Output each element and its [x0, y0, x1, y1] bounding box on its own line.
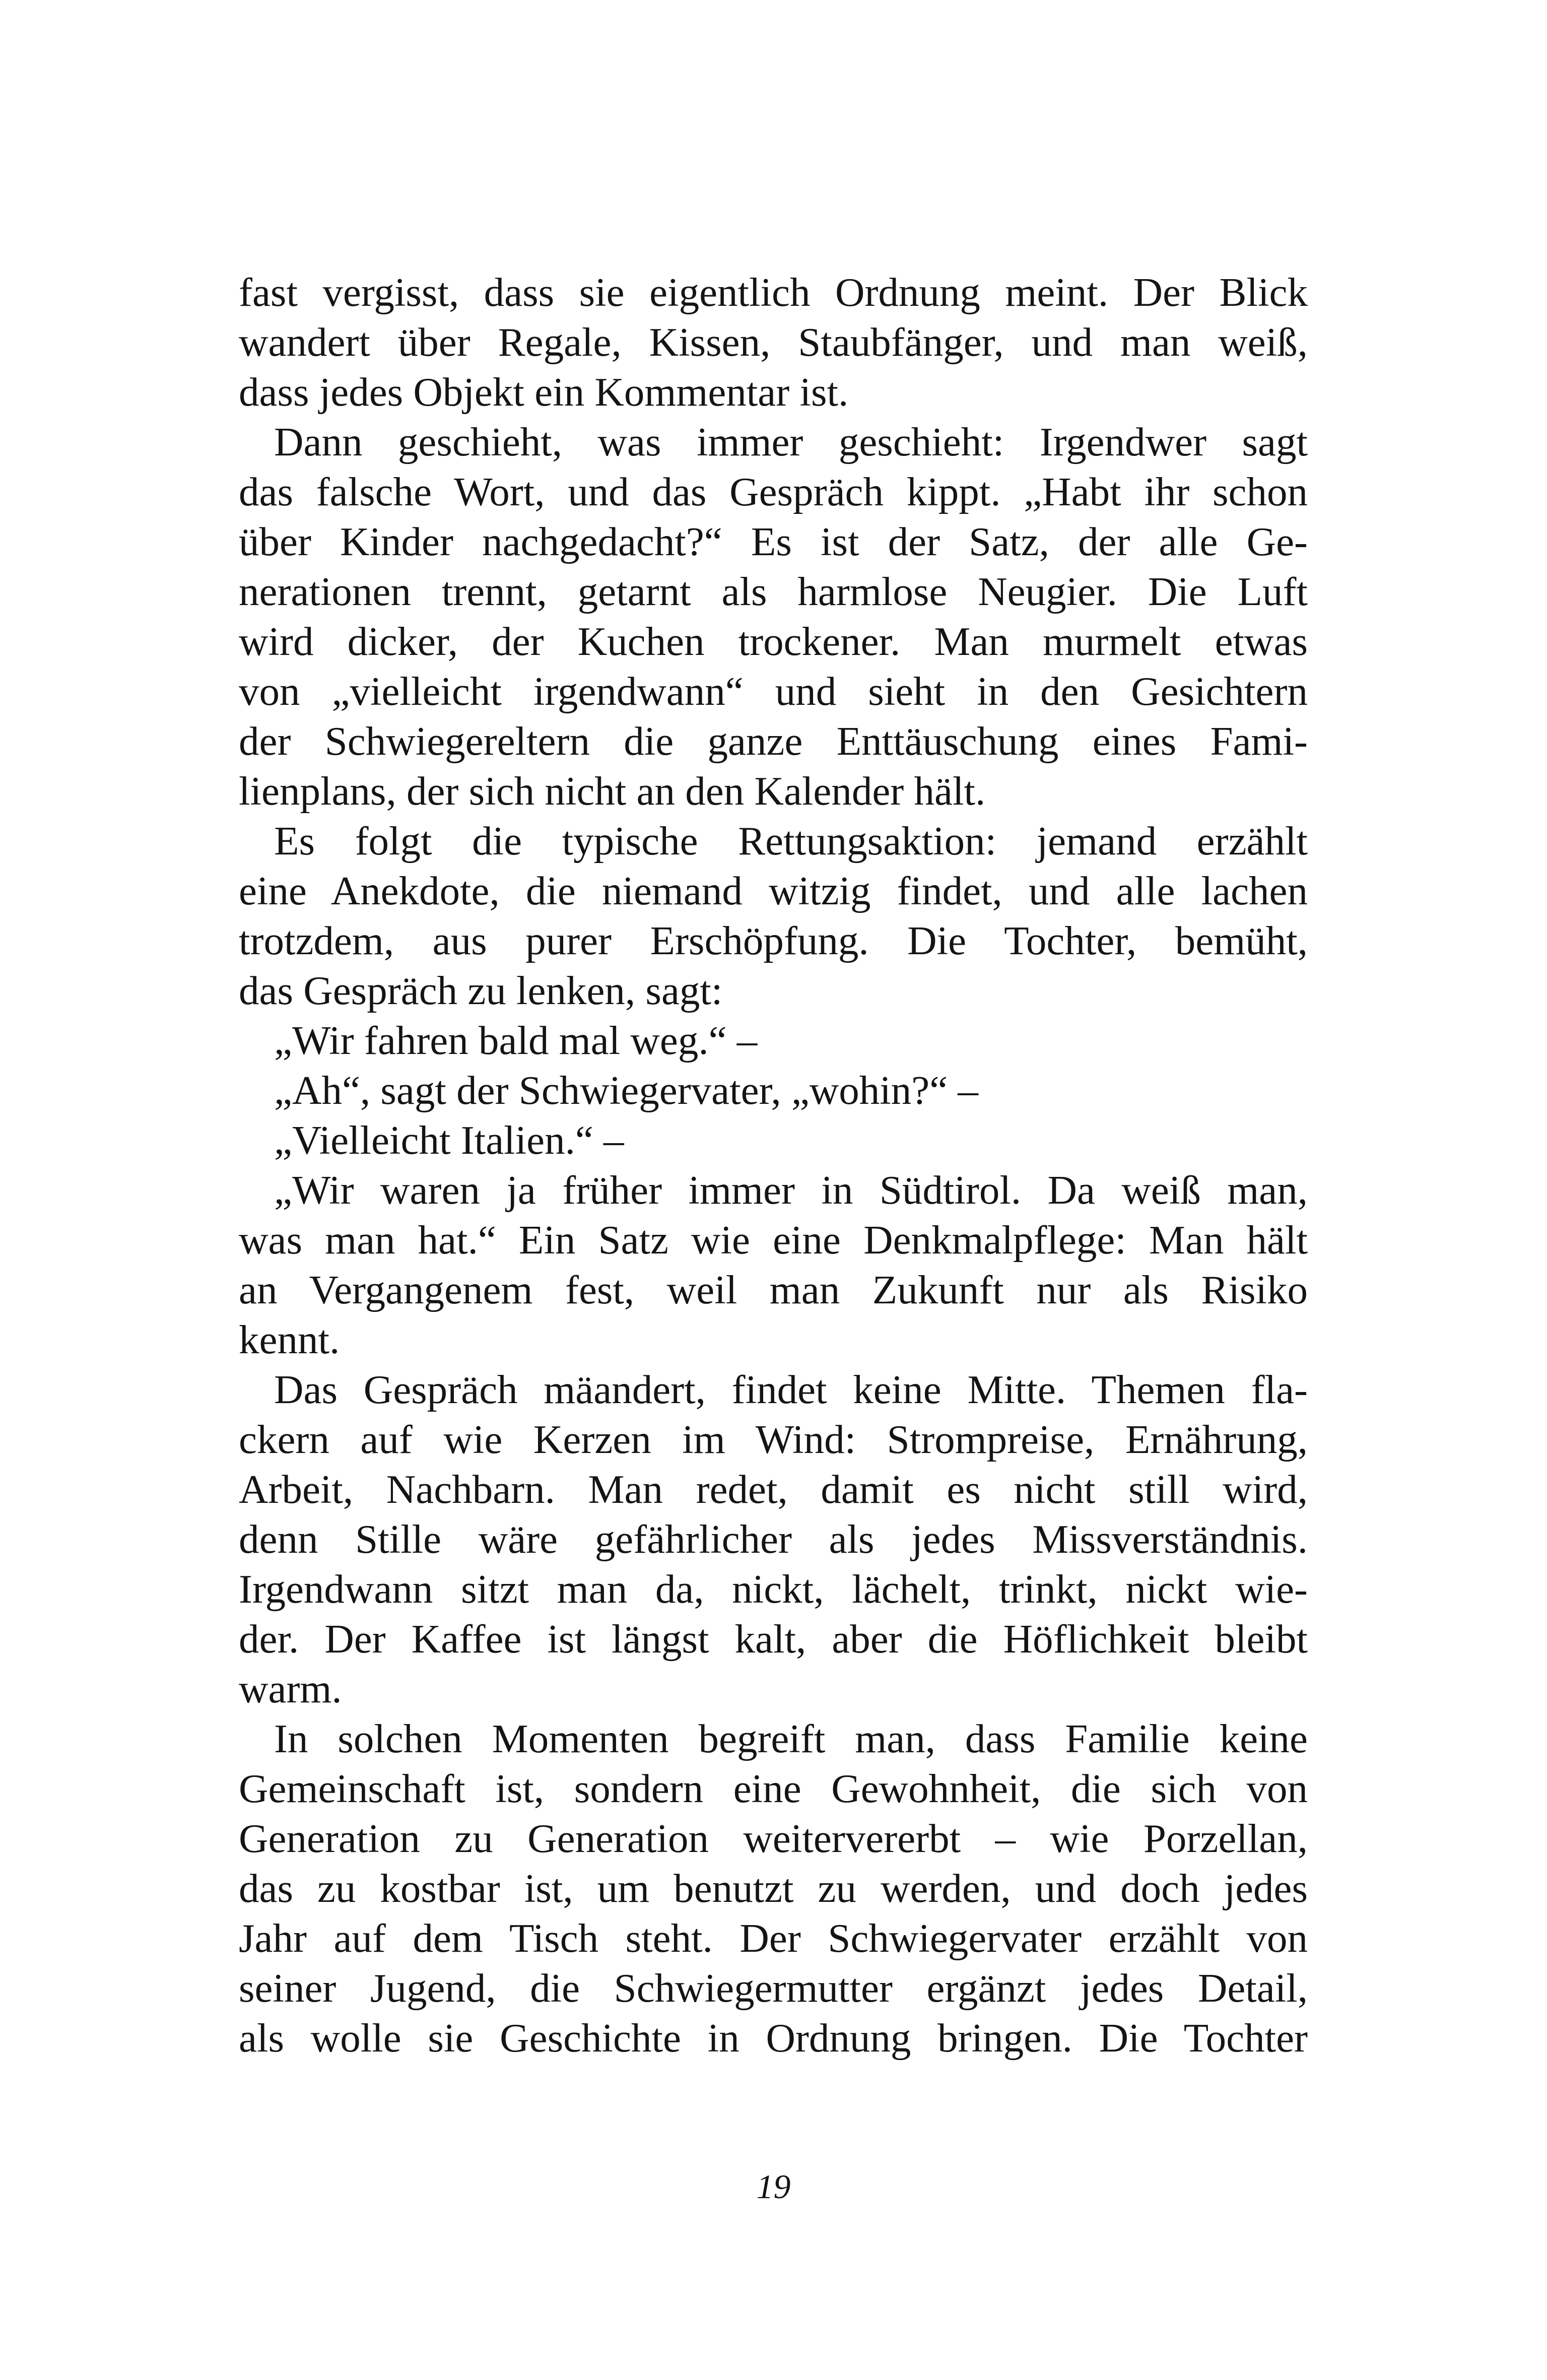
text-line: ckern auf wie Kerzen im Wind: Strompreise, Ernährung, [239, 1417, 1308, 1462]
text-line: kennt. [239, 1317, 340, 1362]
text-line: denn Stille wäre gefährlicher als jedes Missverständnis. [239, 1516, 1308, 1562]
text-line: „Vielleicht Italien.“ – [274, 1117, 624, 1163]
text-line: Das Gespräch mäandert, findet keine Mitte. Themen fla- [274, 1367, 1308, 1412]
text-line: von „vielleicht irgendwann“ und sieht in den Gesichtern [239, 669, 1308, 714]
text-line: lienplans, der sich nicht an den Kalender hält. [239, 768, 986, 814]
text-line: eine Anekdote, die niemand witzig findet, und alle lachen [239, 868, 1308, 913]
text-line: seiner Jugend, die Schwiegermutter ergänzt jedes Detail, [239, 1965, 1308, 2011]
text-line: Jahr auf dem Tisch steht. Der Schwiegervater erzählt von [239, 1915, 1308, 1961]
text-line: warm. [239, 1666, 342, 1711]
text-line: Es folgt die typische Rettungsaktion: jemand erzählt [274, 818, 1308, 864]
text-line: „Wir waren ja früher immer in Südtirol. Da weiß man, [274, 1167, 1308, 1213]
text-line: „Wir fahren bald mal weg.“ – [274, 1018, 758, 1063]
text-line: Dann geschieht, was immer geschieht: Irgendwer sagt [274, 419, 1308, 465]
text-line: das falsche Wort, und das Gespräch kippt. „Habt ihr schon [239, 469, 1308, 514]
body-text [239, 268, 1308, 2063]
text-line: wandert über Regale, Kissen, Staubfänger, und man weiß, [239, 319, 1308, 365]
text-line: nerationen trennt, getarnt als harmlose Neugier. Die Luft [239, 569, 1308, 614]
text-line: trotzdem, aus purer Erschöpfung. Die Tochter, bemüht, [239, 918, 1308, 963]
text-line: über Kinder nachgedacht?“ Es ist der Satz, der alle Ge- [239, 519, 1308, 564]
text-line: Gemeinschaft ist, sondern eine Gewohnheit, die sich von [239, 1766, 1308, 1811]
text-line: wird dicker, der Kuchen trockener. Man murmelt etwas [239, 619, 1308, 664]
text-line: dass jedes Objekt ein Kommentar ist. [239, 369, 849, 415]
text-line: In solchen Momenten begreift man, dass Familie keine [274, 1716, 1308, 1761]
text-line: Arbeit, Nachbarn. Man redet, damit es nicht still wird, [239, 1467, 1308, 1512]
text-line: das Gespräch zu lenken, sagt: [239, 968, 723, 1013]
page-number: 19 [756, 2167, 791, 2206]
text-line: Generation zu Generation weitervererbt – wie Porzellan, [239, 1816, 1308, 1861]
text-line: an Vergangenem fest, weil man Zukunft nur als Risiko [239, 1267, 1308, 1312]
text-line: als wolle sie Geschichte in Ordnung bringen. Die Tochter [239, 2015, 1308, 2061]
text-line: fast vergisst, dass sie eigentlich Ordnung meint. Der Blick [239, 270, 1308, 315]
text-line: was man hat.“ Ein Satz wie eine Denkmalpflege: Man hält [239, 1217, 1308, 1263]
text-line: der. Der Kaffee ist längst kalt, aber die Höflichkeit bleibt [239, 1616, 1308, 1662]
text-line: „Ah“, sagt der Schwiegervater, „wohin?“ – [274, 1068, 978, 1113]
text-line: der Schwiegereltern die ganze Enttäuschung eines Fami- [239, 718, 1308, 764]
text-line: Irgendwann sitzt man da, nickt, lächelt, trinkt, nickt wie- [239, 1566, 1308, 1612]
text-line: das zu kostbar ist, um benutzt zu werden, und doch jedes [239, 1866, 1308, 1911]
